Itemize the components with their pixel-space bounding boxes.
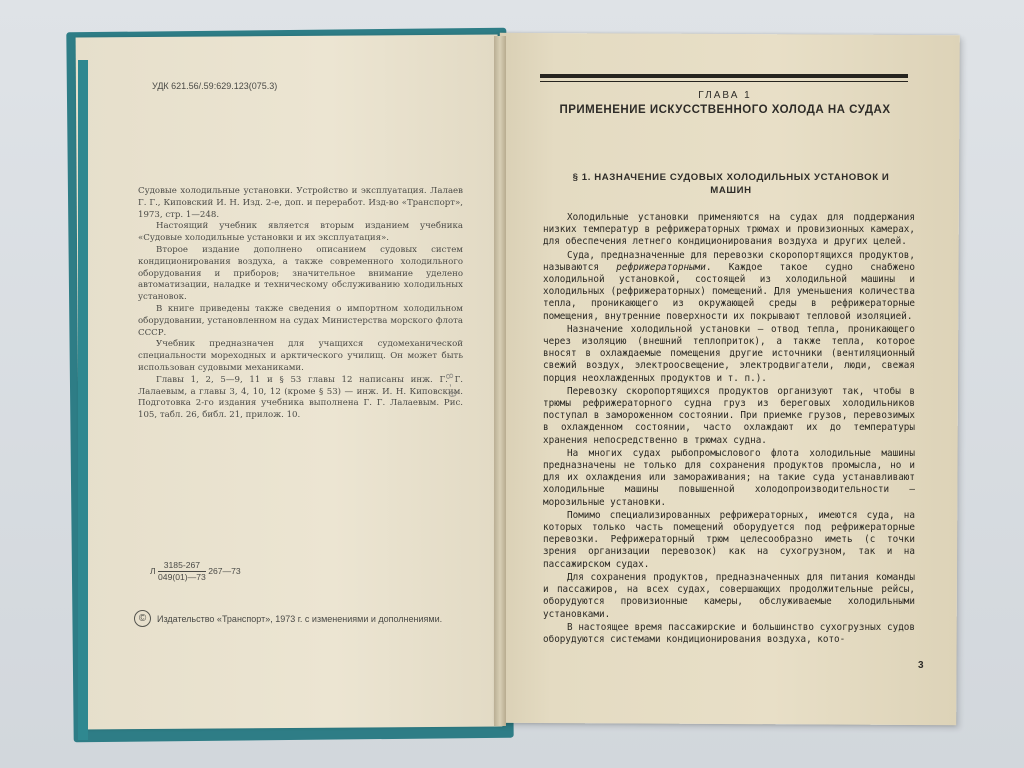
publication-code: [150, 560, 241, 583]
annotation-paragraph: Настоящий учебник является вторым изданием учебника «Судовые холодильные установки и их эксплуатация».: [138, 221, 463, 244]
section-title: § 1. НАЗНАЧЕНИЕ СУДОВЫХ ХОЛОДИЛЬНЫХ УСТАНОВОК И МАШИН: [572, 172, 890, 196]
annotation-paragraph: Второе издание дополнено описанием судовых систем кондиционирования воздуха, а также современного холодильного оборудования и приборов; значительное внимание уделено автоматизации, наладке и техническому обслуживанию холодильных установок.: [138, 244, 463, 303]
body-paragraph: В настоящее время пассажирские и большинство сухогрузных судов оборудуются системами кондиционирования воздуха, кото-: [543, 621, 915, 645]
body-paragraph: Помимо специализированных рефрижераторных, имеются суда, на которых только часть помещений оборудуется под рефрижераторные перевозки. Рефрижераторный трюм целесообразно иметь (с точки зрения организации перевозок) как на сухогрузном, так и на пассажирском судах.: [543, 509, 915, 570]
chapter-label: ГЛАВА 1: [698, 90, 752, 101]
annotation-paragraph: В книге приведены также сведения о импортном холодильном оборудовании, установленном на судах Министерства морского флота СССР.: [138, 303, 463, 338]
pubcode-denominator: 049(01)—73: [158, 572, 206, 582]
page-number: 3: [918, 660, 924, 671]
chapter-title: ПРИМЕНЕНИЕ ИСКУССТВЕННОГО ХОЛОДА НА СУДАХ: [559, 104, 891, 116]
annotation-paragraph: Судовые холодильные установки. Устройство и эксплуатация. Лалаев Г. Г., Киповский И. Н. Изд. 2-е, доп. и переработ. Изд-во «Транспорт», 1973, стр. 1—248.: [138, 186, 463, 220]
pubcode-numerator: 3185-267: [158, 560, 206, 572]
body-text: [543, 212, 915, 646]
udk-code: УДК 621.56/.59:629.123(075.3): [152, 81, 278, 91]
copyright-line: [134, 610, 442, 627]
pubcode-prefix: Л: [150, 565, 156, 576]
pubcode-fraction: [158, 560, 206, 583]
defined-term: рефрижераторными: [616, 261, 706, 273]
book-gutter: [494, 36, 506, 726]
body-paragraph: Суда, предназначенные для перевозки скоропортящихся продуктов, называются рефрижераторными. Каждое такое судно снабжено холодильной установкой, состоящей из холодильной машины и холодильных (рефрижераторных) помещений. Для уменьшения количества тепла, проникающего из окружающей среды в рефрижераторные помещения, внутренние поверхности их покрывают тепловой изоляцией.: [543, 249, 915, 322]
annotation-paragraph: Учебник предназначен для учащихся судомеханической специальности мореходных и арктического училищ. Он может быть использован судовыми механиками.: [138, 339, 463, 373]
cover-edge-strip: [78, 60, 88, 740]
body-paragraph: Для сохранения продуктов, предназначенных для питания команды и пассажиров, на всех судах, совершающих продолжительные рейсы, оборудуются провизионные камеры, обслуживаемые холодильными установками.: [543, 571, 915, 620]
body-paragraph: Назначение холодильной установки — отвод тепла, проникающего через изоляцию (внешний теплоприток), а также тепла, которое вносят в охлаждаемые помещения другие источники (вентиляционный свежий воздух, электроосвещение, электродвигатели, люди, свежая порция неохлажденных продуктов и т. п.).: [543, 323, 915, 384]
pubcode-suffix: 267—73: [208, 565, 241, 576]
chapter-rule-thin: [540, 81, 908, 82]
copyright-icon: ©: [134, 610, 151, 627]
body-paragraph: Холодильные установки применяются на судах для поддержания низких температур в рефрижераторных трюмах и провизионных камерах, для обеспечения летнего кондиционирования воздуха и других целей.: [543, 212, 915, 248]
pencil-mark: 8 - 9 -: [442, 372, 460, 408]
chapter-rule-thick: [540, 74, 908, 78]
body-paragraph: На многих судах рыбопромыслового флота холодильные машины предназначены не только для сохранения продуктов промысла, но и для их охлаждения или замораживания; на такие суда устанавливают холодильные машины повышенной холодопроизводительности — морозильные установки.: [543, 447, 915, 508]
annotation-paragraph: Главы 1, 2, 5—9, 11 и § 53 главы 12 написаны инж. Г. Г. Лалаевым, а главы 3, 4, 10, 12 (кроме § 53) — инж. И. Н. Киповским. Подготовка 2-го издания учебника выполнена Г. Г. Лалаевым. Рис. 105, табл. 26, библ. 21, прилож. 10.: [138, 374, 463, 421]
annotation-block: [138, 186, 463, 422]
copyright-text: Издательство «Транспорт», 1973 г. с изменениями и дополнениями.: [157, 613, 443, 624]
body-paragraph: Перевозку скоропортящихся продуктов организуют так, чтобы в трюмы рефрижераторного судна груз из береговых холодильников поступал в замороженном состоянии. При приемке грузов, перевозимых в охлажденном состоянии, часто охлаждают их до температуры хранения непосредственно в трюмах судна.: [543, 385, 915, 446]
